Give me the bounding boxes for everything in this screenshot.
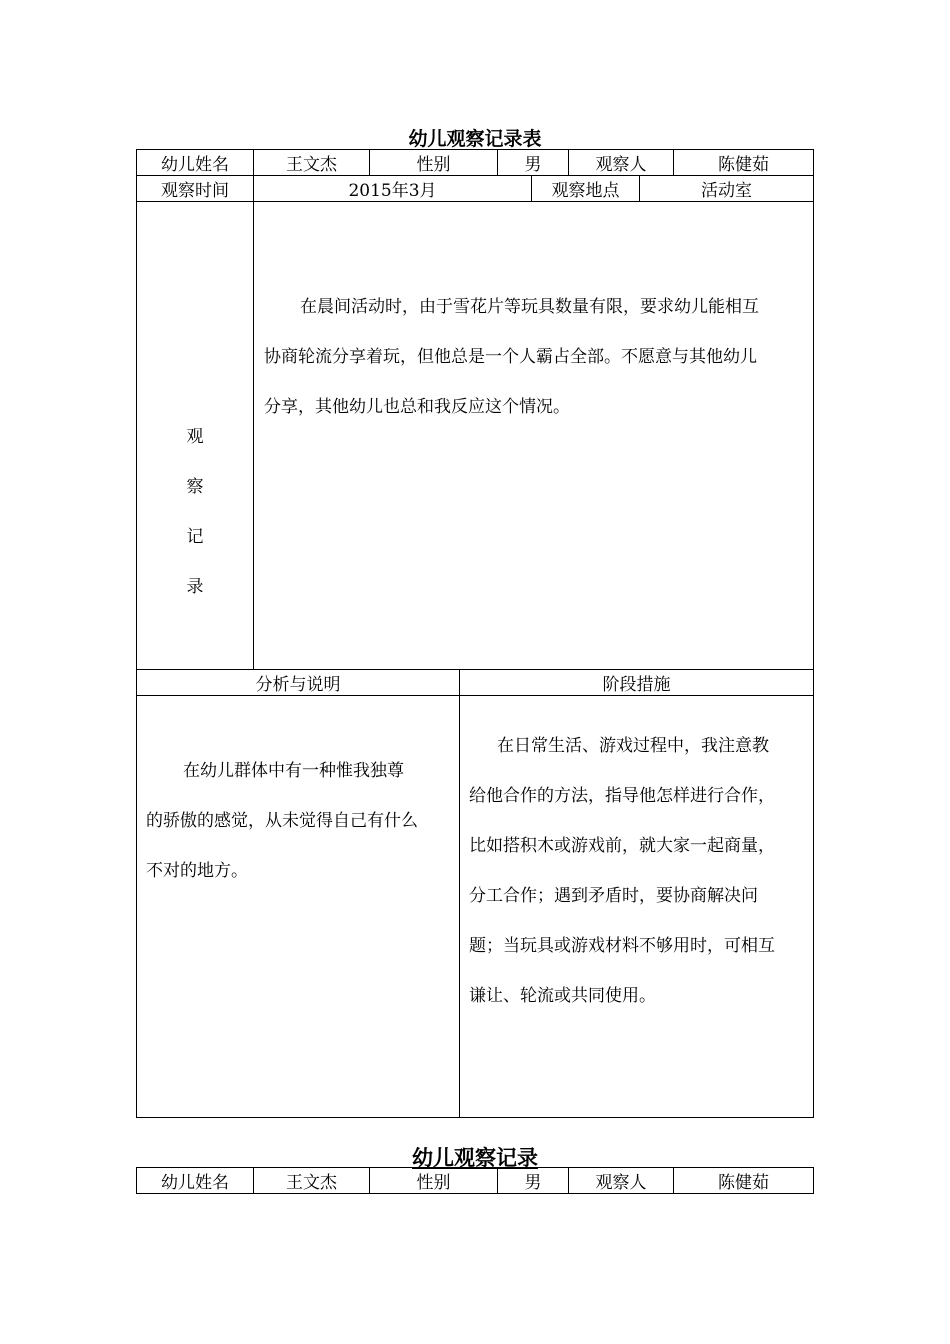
measures-text-line: 在日常生活、游戏过程中，我注意教 <box>497 736 769 756</box>
gender-label: 性别 <box>369 1167 498 1194</box>
observe-time-value: 2015年3月 <box>253 175 532 202</box>
measures-text-line: 给他合作的方法，指导他怎样进行合作， <box>469 786 775 806</box>
observer-label: 观察人 <box>568 1167 674 1194</box>
record-text-line: 分享，其他幼儿也总和我反应这个情况。 <box>264 397 570 417</box>
observe-time-label: 观察时间 <box>136 175 254 202</box>
record-label-char: 察 <box>186 477 204 497</box>
gender-label: 性别 <box>369 149 498 176</box>
observer-label: 观察人 <box>568 149 674 176</box>
gender-value: 男 <box>497 149 569 176</box>
analysis-header: 分析与说明 <box>136 669 460 696</box>
measures-text-line: 分工合作；遇到矛盾时，要协商解决问 <box>469 886 758 906</box>
child-name-label: 幼儿姓名 <box>136 1167 254 1194</box>
observer-value: 陈健茹 <box>673 1167 814 1194</box>
form-title: 幼儿观察记录表 <box>408 128 542 150</box>
observe-place-label: 观察地点 <box>531 175 640 202</box>
record-text-line: 在晨间活动时，由于雪花片等玩具数量有限，要求幼儿能相互 <box>300 297 759 317</box>
child-name-value: 王文杰 <box>253 149 370 176</box>
record-label-char: 记 <box>186 527 204 547</box>
measures-text-line: 题；当玩具或游戏材料不够用时，可相互 <box>469 936 775 956</box>
measures-text-line: 谦让、轮流或共同使用。 <box>469 986 656 1006</box>
record-text-line: 协商轮流分享着玩，但他总是一个人霸占全部。不愿意与其他幼儿 <box>264 347 757 367</box>
observer-value: 陈健茹 <box>673 149 814 176</box>
record-content-cell <box>253 201 814 670</box>
record-label-char: 观 <box>186 427 204 447</box>
record-label-char: 录 <box>186 577 204 597</box>
analysis-text-line: 不对的地方。 <box>146 861 248 881</box>
analysis-text-line: 在幼儿群体中有一种惟我独尊 <box>183 761 404 781</box>
gender-value: 男 <box>497 1167 569 1194</box>
measures-text-line: 比如搭积木或游戏前，就大家一起商量， <box>469 836 775 856</box>
observe-place-value: 活动室 <box>639 175 814 202</box>
form2-title: 幼儿观察记录 <box>412 1146 538 1170</box>
measures-header: 阶段措施 <box>459 669 814 696</box>
child-name-value: 王文杰 <box>253 1167 370 1194</box>
analysis-text-line: 的骄傲的感觉，从未觉得自己有什么 <box>146 811 418 831</box>
child-name-label: 幼儿姓名 <box>136 149 254 176</box>
